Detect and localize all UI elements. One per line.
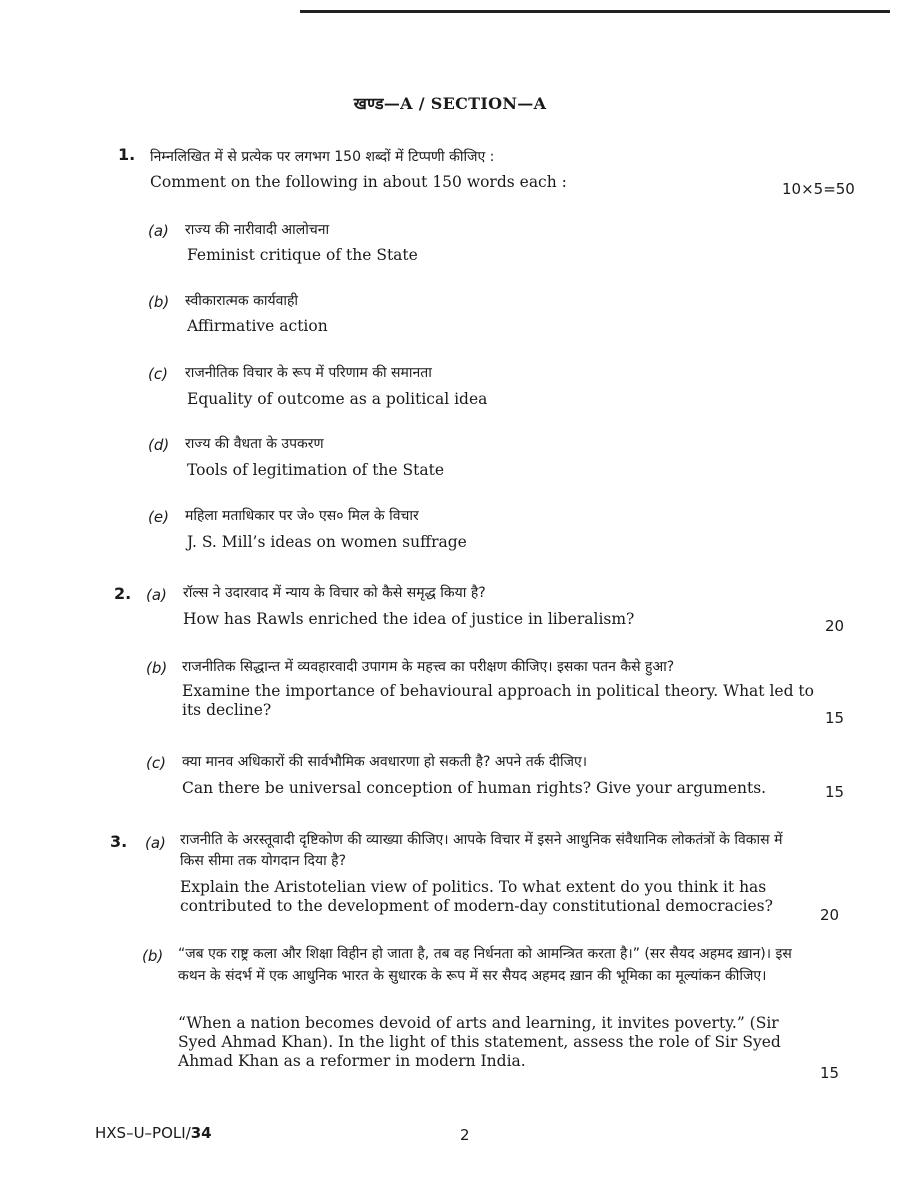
paper-code-number: 34 <box>190 1124 212 1142</box>
q3b-english: “When a nation becomes devoid of arts and learning, it invites poverty.” (Sir Syed Ahmad Khan). In the light of this statement, assess the role of Sir Syed Ahmad Khan as a reformer in modern India. <box>178 1014 781 1070</box>
q2a-english: How has Rawls enriched the idea of justice in liberalism? <box>183 610 635 628</box>
q3b-marks: 15 <box>820 1064 840 1082</box>
q2b-marks: 15 <box>825 709 845 727</box>
section-title-sep: / <box>412 94 431 113</box>
q1b-english: Affirmative action <box>187 317 328 335</box>
paper-code-prefix: HXS–U–POLI/ <box>95 1124 191 1142</box>
q2b-hindi: राजनीतिक सिद्धान्त में व्यवहारवादी उपागम के महत्त्व का परीक्षण कीजिए। इसका पतन कैसे हुआ? <box>182 659 675 675</box>
q1c-english: Equality of outcome as a political idea <box>187 390 488 408</box>
q1-marks: 10×5=50 <box>782 180 855 198</box>
q1d-english: Tools of legitimation of the State <box>187 461 444 479</box>
q3-number: 3. <box>110 832 128 851</box>
q1b-hindi: स्वीकारात्मक कार्यवाही <box>185 293 299 309</box>
section-title-english: SECTION—A <box>430 94 547 113</box>
q1e-label: (e) <box>148 508 169 526</box>
q1e-english: J. S. Mill’s ideas on women suffrage <box>187 533 467 551</box>
q2c-label: (c) <box>146 754 166 772</box>
q1-hindi: निम्नलिखित में से प्रत्येक पर लगभग 150 शब्दों में टिप्पणी कीजिए : <box>150 149 495 165</box>
q2a-label: (a) <box>146 586 167 604</box>
q3a-marks: 20 <box>820 906 840 924</box>
q2a-hindi: रॉल्स ने उदारवाद में न्याय के विचार को कैसे समृद्ध किया है? <box>183 585 486 601</box>
q3b-hindi: “जब एक राष्ट्र कला और शिक्षा विहीन हो जाता है, तब वह निर्धनता को आमन्त्रित करता है।” (सर सैयद अहमद ख़ान)। इस कथन के संदर्भ में एक आधुनिक भारत के सुधारक के रूप में सर सैयद अहमद ख़ान की भूमिका का मूल्यांकन कीजिए। <box>178 946 792 984</box>
q1a-english: Feminist critique of the State <box>187 246 418 264</box>
top-rule <box>300 10 890 13</box>
q2c-hindi: क्या मानव अधिकारों की सार्वभौमिक अवधारणा हो सकती है? अपने तर्क दीजिए। <box>182 754 588 770</box>
q3a-hindi: राजनीति के अरस्तूवादी दृष्टिकोण की व्याख्या कीजिए। आपके विचार में इसने आधुनिक संवैधानिक लोकतंत्रों के विकास में किस सीमा तक योगदान दिया है? <box>180 832 783 869</box>
q2c-marks: 15 <box>825 783 845 801</box>
q1d-label: (d) <box>148 436 170 454</box>
q1e-hindi: महिला मताधिकार पर जे० एस० मिल के विचार <box>185 508 419 524</box>
page-number: 2 <box>460 1126 470 1144</box>
q3a-label: (a) <box>145 834 166 852</box>
q3a-english: Explain the Aristotelian view of politics. To what extent do you think it has contributed to the development of modern-day constitutional democracies? <box>180 878 773 915</box>
q2b-label: (b) <box>146 659 168 677</box>
q1a-label: (a) <box>148 222 169 240</box>
paper-code <box>95 1122 212 1144</box>
section-title-hindi: खण्ड—A <box>353 94 413 113</box>
q1-number: 1. <box>118 145 136 164</box>
q2b-english: Examine the importance of behavioural approach in political theory. What led to its decline? <box>182 682 814 719</box>
q1a-hindi: राज्य की नारीवादी आलोचना <box>185 222 330 238</box>
q1c-label: (c) <box>148 365 168 383</box>
q2-number: 2. <box>114 584 132 603</box>
section-title <box>0 92 900 114</box>
q1-english: Comment on the following in about 150 words each : <box>150 173 567 191</box>
q2c-english: Can there be universal conception of human rights? Give your arguments. <box>182 779 767 797</box>
q2a-marks: 20 <box>825 617 845 635</box>
q1c-hindi: राजनीतिक विचार के रूप में परिणाम की समानता <box>185 365 432 381</box>
q1d-hindi: राज्य की वैधता के उपकरण <box>185 436 324 452</box>
q3b-label: (b) <box>142 947 164 965</box>
q1b-label: (b) <box>148 293 170 311</box>
